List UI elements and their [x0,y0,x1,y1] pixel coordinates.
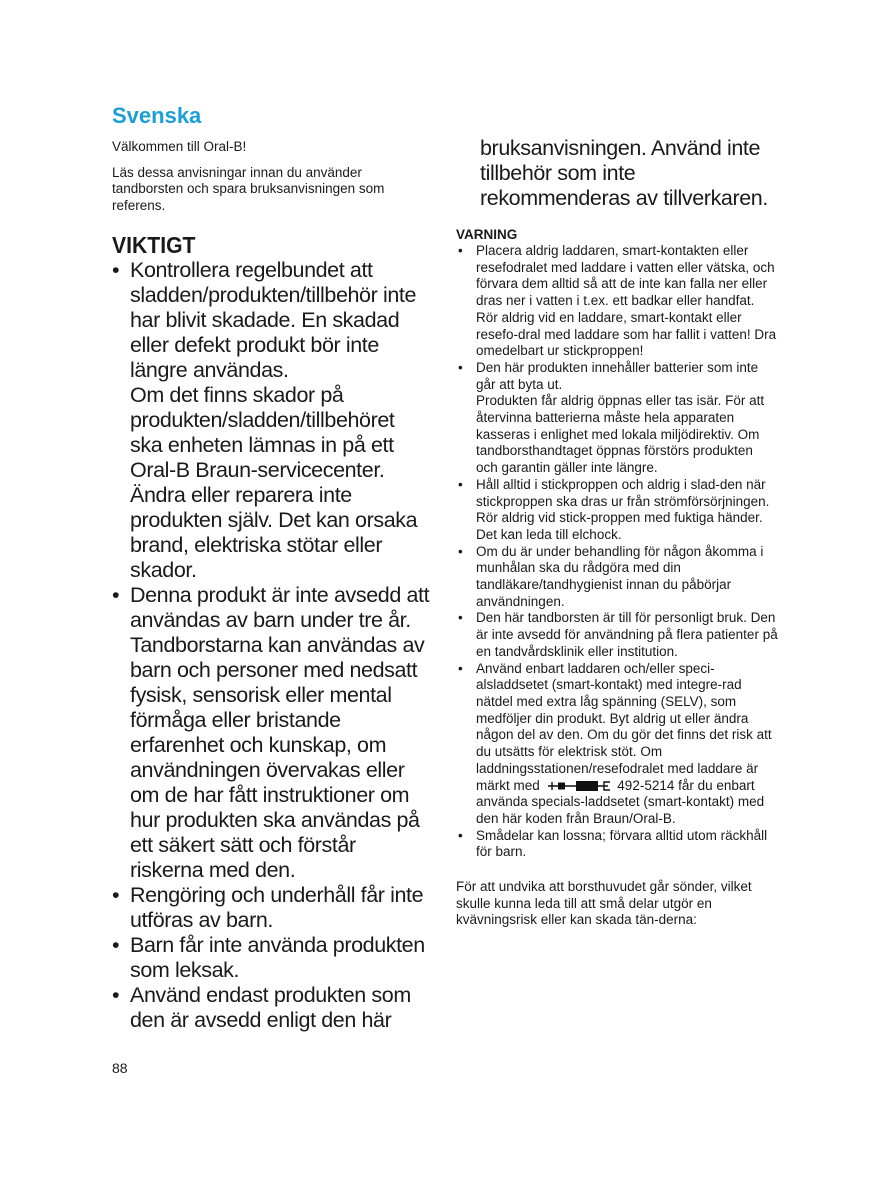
important-heading: VIKTIGT [112,232,196,258]
intro-text: Läs dessa anvisningar innan du använder tandborsten och spara bruksanvisningen som referens. [112,164,385,213]
warning-item-text: Om du är under behandling för någon åkomma i munhålan ska du rådgöra med din tandläkare/tandhygienist innan du påbörjar användningen. [476,543,764,609]
important-item-text: Om det finns skador på produkten/sladden/tillbehöret ska enheten lämnas in på ett Oral-B Braun-servicecenter. Ändra eller reparera inte produkten själv. Det kan orsaka brand, elektriska stötar eller skador. [130,383,418,582]
warning-item [456,544,778,611]
bullet: • [458,660,463,676]
welcome-text: Välkommen till Oral-B! [112,139,247,154]
warning-item [456,360,778,477]
important-item-text: Rengöring och underhåll får inte utföras av barn. [130,883,424,932]
important-item [112,883,432,933]
bullet: • [458,610,463,626]
bullet: • [112,983,120,1007]
warning-item-charger [456,661,778,828]
important-item [112,583,432,883]
important-item [112,933,432,983]
important-item-text: Använd endast produkten som den är avsedd enligt den här [130,983,411,1032]
charger-text-after: 492-5214 får du enbart använda specials-laddsetet (smart-kontakt) med den här koden från Braun/Oral-B. [476,777,765,826]
important-item-text: Kontrollera regelbundet att sladden/produkten/tillbehör inte har blivit skadade. En skadad eller defekt produkt bör inte längre användas. [130,258,417,382]
charger-text-before: Använd enbart laddaren och/eller speci-alsladdsetet (smart-kontakt) med integre-rad nätdel med extra låg spänning (SELV), som medföljer din produkt. Byt aldrig ut eller ändra någon del av den. Om du gör det finns det risk att du utsätts för elektrisk stöt. Om laddningsstationen/resefodralet med laddare är märkt med [476,660,772,793]
bullet: • [458,243,463,258]
language-title: Svenska [112,103,202,128]
right-column [456,136,778,929]
bullet: • [112,933,120,957]
warning-item [456,828,778,861]
warning-item-text: Smådelar kan lossna; förvara alltid utom räckhåll för barn. [476,827,768,860]
warning-item-text: Placera aldrig laddaren, smart-kontakten eller resefodralet med laddare i vatten eller vätska, och förvara dem alltid så att de inte kan falla ner eller dras ner i vatten i t.ex. ett badkar eller handfat. Rör aldrig vid en laddare, smart-kontakt eller resefo-dral med laddare som har fallit i vatten! Dra omedelbart ur stickproppen! [476,243,777,359]
warning-item [456,243,778,360]
bullet: • [112,883,120,907]
warning-heading: VARNING [456,227,518,242]
smart-plug-icon [546,780,612,792]
warning-list [456,243,778,861]
bullet: • [458,827,463,843]
bullet: • [458,543,463,559]
left-column [112,103,432,1033]
warning-item-text: Den här tandborsten är till för personligt bruk. Den är inte avsedd för användning på flera patienter på en tandvårdsklinik eller institution. [476,610,778,659]
important-item [112,983,432,1033]
important-item-text: Barn får inte använda produkten som leksak. [130,933,425,982]
important-continuation: bruksanvisningen. Använd inte tillbehör som inte rekommenderas av tillverkaren. [480,136,768,210]
important-list [112,258,432,1033]
page-number: 88 [112,1060,128,1076]
bullet: • [458,359,463,375]
bullet: • [112,258,120,282]
bullet: • [458,476,463,492]
bullet: • [112,583,120,607]
important-item [112,258,432,583]
warning-item-text: Håll alltid i stickproppen och aldrig i slad-den när stickproppen ska dras ur från strömförsörjningen. Rör aldrig vid stick-proppen med fuktiga händer. Det kan leda till elchock. [476,476,770,542]
warning-item-text: Den här produkten innehåller batterier som inte går att byta ut. [476,359,759,392]
important-item-text: Denna produkt är inte avsedd att användas av barn under tre år. Tandborstarna kan användas av barn och personer med nedsatt fysisk, sensorisk eller mental förmåga eller bristande erfarenhet och kunskap, om användningen övervakas eller om de har fått instruktioner om hur produkten ska användas på ett säkert sätt och förstår riskerna med den. [130,583,430,882]
warning-item-text: Produkten får aldrig öppnas eller tas isär. För att återvinna batterierna måste hela apparaten kasseras i enlighet med lokala miljödirektiv. Om tandborsthandtaget öppnas förstörs produkten och garantin gäller inte längre. [476,393,765,476]
bottom-text: För att undvika att borsthuvudet går sönder, vilket skulle kunna leda till att små delar utgör en kvävningsrisk eller kan skada tän-derna: [456,879,752,928]
warning-item [456,477,778,544]
warning-item-text [476,661,778,828]
warning-item [456,610,778,660]
